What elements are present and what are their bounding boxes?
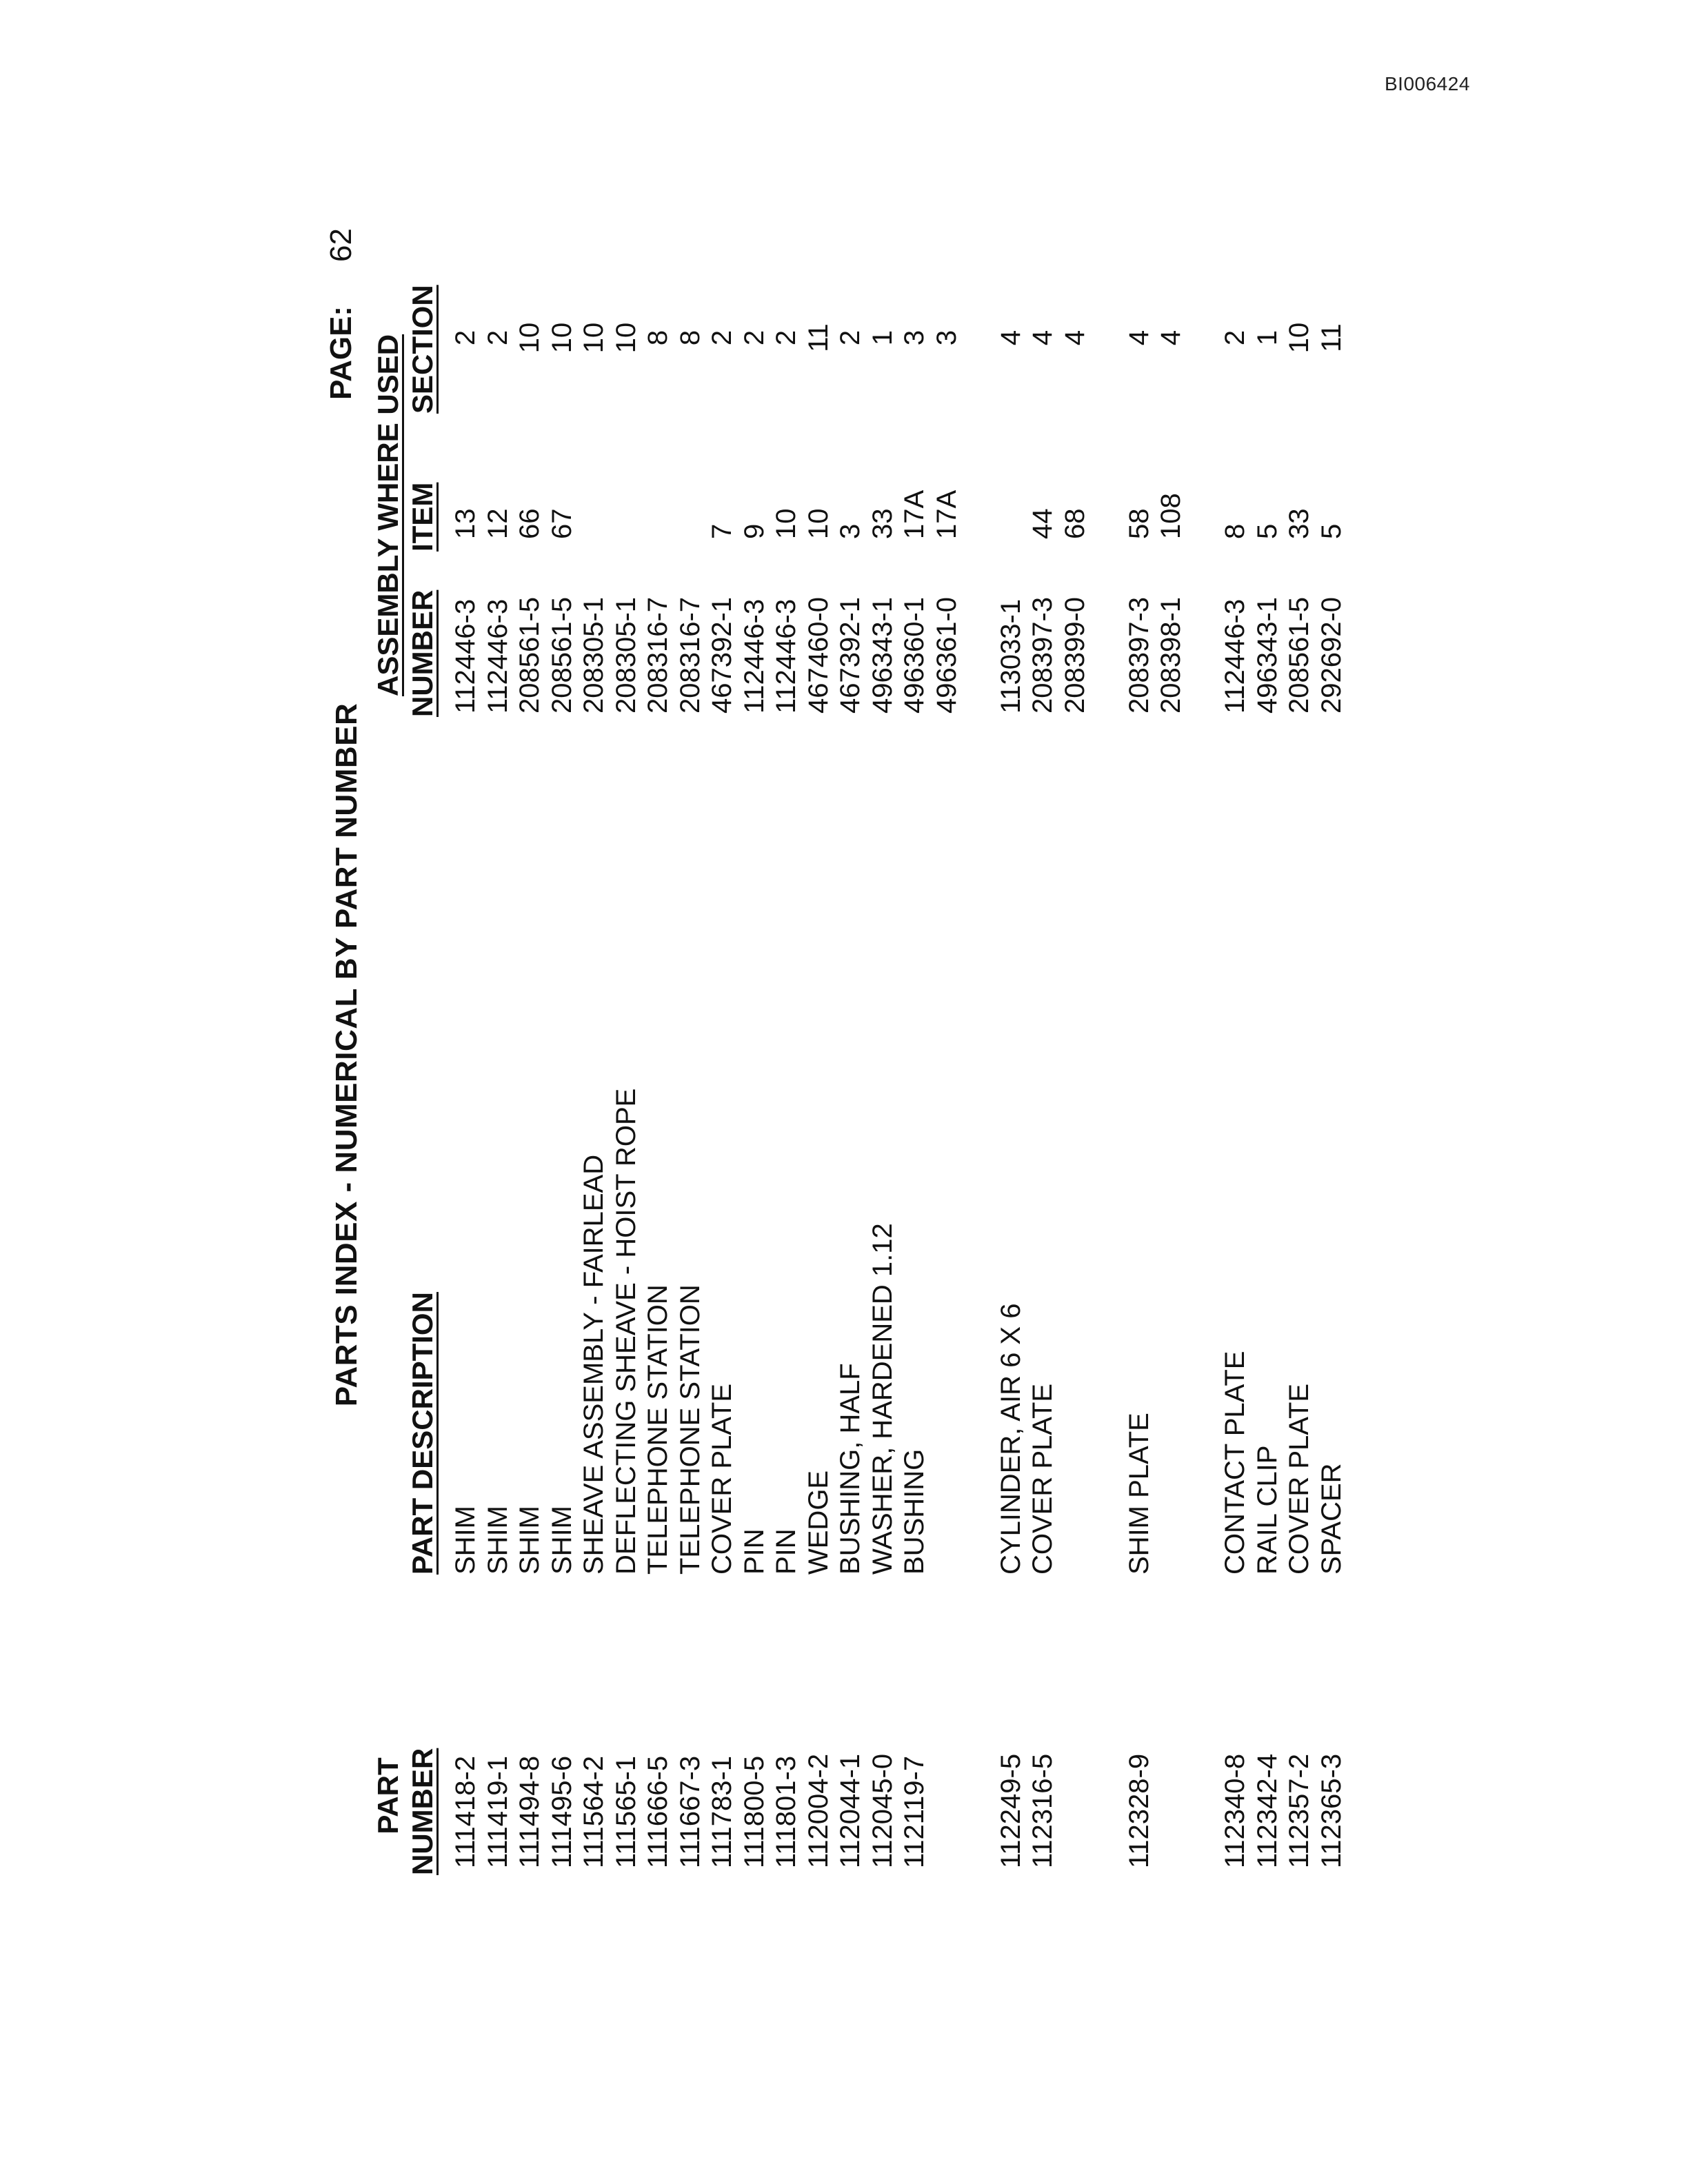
part-number-cell: 112357-2	[1284, 1753, 1314, 1868]
part-number-cell: 112365-3	[1316, 1753, 1347, 1868]
assembly-number-cell: 496343-1	[867, 596, 898, 714]
part-description-cell: TELEPHONE STATION	[674, 1284, 705, 1575]
part-number-cell: 112044-1	[835, 1753, 865, 1868]
part-number-cell: 112119-7	[899, 1755, 930, 1868]
assembly-number-cell: 208561-5	[546, 596, 577, 714]
assembly-section-cell: 4	[995, 330, 1026, 346]
assembly-item-cell: 33	[1284, 508, 1314, 539]
part-number-cell: 111667-3	[674, 1755, 705, 1868]
part-number-header: NUMBER	[406, 1748, 439, 1875]
assembly-number-cell: 208397-3	[1027, 596, 1058, 714]
part-number-cell: 112342-4	[1252, 1753, 1283, 1868]
assembly-section-cell: 10	[1284, 322, 1314, 354]
part-description-cell: SHIM	[482, 1506, 513, 1575]
assembly-section-cell: 3	[931, 330, 962, 346]
assembly-number-cell: 112446-3	[738, 598, 770, 714]
assembly-number-cell: 208397-3	[1123, 596, 1154, 714]
assembly-number-cell: 496343-1	[1252, 596, 1283, 714]
parts-table	[450, 152, 1347, 1958]
assembly-section-cell: 2	[450, 330, 481, 346]
assembly-item-cell: 66	[514, 508, 545, 539]
table-row	[706, 152, 738, 1958]
table-row	[770, 152, 803, 1958]
table-row	[803, 152, 835, 1958]
part-number-cell: 111666-5	[643, 1755, 673, 1868]
assembly-number-cell: 208316-7	[643, 596, 673, 714]
assembly-item-cell: 8	[1220, 523, 1250, 539]
assembly-item-cell: 9	[738, 523, 770, 539]
assembly-section-cell: 8	[643, 330, 673, 346]
assembly-item-cell: 44	[1027, 508, 1058, 539]
row-spacer	[1091, 152, 1123, 1958]
assembly-item-cell: 5	[1316, 523, 1347, 539]
table-row	[898, 152, 931, 1958]
table-row	[867, 152, 899, 1958]
part-number-cell: 111419-1	[482, 1755, 513, 1868]
part-number-cell: 111565-1	[610, 1755, 641, 1868]
assembly-section-cell: 2	[707, 330, 737, 346]
table-row	[1027, 152, 1059, 1958]
assembly-number-cell: 208316-7	[674, 596, 705, 714]
assembly-item-cell: 67	[546, 508, 577, 539]
assembly-section-cell: 10	[546, 322, 577, 354]
part-description-cell: SPACER	[1316, 1463, 1347, 1575]
page-title: PARTS INDEX - NUMERICAL BY PART NUMBER	[330, 702, 363, 1407]
part-description-cell: COVER PLATE	[707, 1383, 737, 1575]
assembly-section-cell: 1	[867, 330, 898, 346]
assembly-number-cell: 208398-1	[1156, 596, 1186, 714]
table-row	[674, 152, 707, 1958]
assembly-section-cell: 2	[482, 330, 513, 346]
part-description-cell: BUSHING	[899, 1448, 930, 1575]
assembly-item-cell: 17A	[899, 489, 930, 539]
page-number: 62	[324, 228, 358, 262]
part-description-cell: SHIM	[546, 1506, 577, 1575]
assembly-section-cell: 2	[771, 330, 801, 346]
assembly-item-cell: 58	[1123, 508, 1154, 539]
table-row	[1252, 152, 1284, 1958]
table-row	[546, 152, 579, 1958]
row-spacer	[1187, 152, 1220, 1958]
table-row	[1155, 152, 1187, 1958]
assembly-section-cell: 2	[835, 330, 865, 346]
assembly-item-cell: 10	[771, 508, 801, 539]
table-row	[450, 152, 482, 1958]
assembly-number-cell: 467392-1	[707, 596, 737, 714]
part-number-cell: 111801-3	[771, 1755, 801, 1868]
assembly-section-cell: 4	[1059, 330, 1090, 346]
part-number-cell: 112004-2	[803, 1753, 834, 1868]
assembly-section-cell: 11	[803, 323, 834, 352]
part-number-cell: 111800-5	[738, 1755, 770, 1868]
part-description-cell: DEFLECTING SHEAVE - HOIST ROPE	[610, 1088, 641, 1575]
assembly-item-cell: 12	[482, 508, 513, 539]
table-row	[514, 152, 546, 1958]
part-description-cell: PIN	[771, 1528, 801, 1575]
assembly-section-cell: 4	[1156, 330, 1186, 346]
part-description-cell: COVER PLATE	[1284, 1383, 1314, 1575]
table-row	[1219, 152, 1252, 1958]
table-row	[1316, 152, 1348, 1958]
table-row	[1123, 152, 1156, 1958]
part-number-cell: 111564-2	[579, 1755, 609, 1868]
assembly-number-cell: 112446-3	[771, 598, 801, 714]
part-number-cell: 112045-0	[867, 1753, 898, 1868]
parts-index-page	[297, 152, 1469, 1958]
row-spacer	[963, 152, 995, 1958]
assembly-item-cell: 7	[707, 523, 737, 539]
document-id: BI006424	[1385, 73, 1470, 94]
table-row	[1283, 152, 1316, 1958]
table-row	[610, 152, 643, 1958]
assembly-section-cell: 10	[610, 322, 641, 354]
part-number-cell: 112249-5	[995, 1753, 1026, 1868]
part-description-cell: WASHER, HARDENED 1.12	[867, 1223, 898, 1575]
part-description-cell: CONTACT PLATE	[1220, 1351, 1250, 1575]
assembly-number-cell: 467460-0	[803, 596, 834, 714]
assembly-item-cell: 108	[1156, 493, 1186, 539]
page-label: PAGE:	[324, 305, 358, 400]
assembly-section-cell: 4	[1027, 330, 1058, 346]
assembly-number-cell: 208561-5	[514, 596, 545, 714]
assembly-section-cell: 3	[899, 330, 930, 346]
table-row	[931, 152, 963, 1958]
part-description-cell: RAIL CLIP	[1252, 1445, 1283, 1575]
part-description-cell: TELEPHONE STATION	[643, 1284, 673, 1575]
assembly-number-cell: 496360-1	[899, 596, 930, 714]
table-row	[482, 152, 514, 1958]
part-description-cell: PIN	[738, 1528, 770, 1575]
assembly-section-cell: 10	[579, 322, 609, 354]
assembly-number-cell: 496361-0	[931, 596, 962, 714]
part-number-cell: 111783-1	[707, 1755, 737, 1868]
assembly-item-cell: 33	[867, 508, 898, 539]
part-number-cell: 112316-5	[1027, 1753, 1058, 1868]
table-row	[995, 152, 1027, 1958]
assembly-number-cell: 112446-3	[450, 598, 481, 714]
assembly-number-cell: 208399-0	[1059, 596, 1090, 714]
part-number-cell: 111495-6	[546, 1755, 577, 1868]
assembly-number-cell: 113033-1	[995, 598, 1026, 714]
assembly-section-cell: 10	[514, 322, 545, 354]
part-description-cell: SHIM	[450, 1506, 481, 1575]
part-number-cell: 112328-9	[1123, 1753, 1154, 1868]
table-row	[642, 152, 674, 1958]
part-header: PART	[372, 1757, 404, 1834]
assembly-item-cell: 13	[450, 508, 481, 539]
part-number-cell: 111418-2	[450, 1755, 481, 1868]
assembly-section-cell: 4	[1123, 330, 1154, 346]
part-description-cell: SHEAVE ASSEMBLY - FAIRLEAD	[579, 1154, 609, 1575]
table-row	[834, 152, 867, 1958]
assembly-section-header: SECTION	[406, 285, 439, 414]
part-description-cell: SHIM	[514, 1506, 545, 1575]
assembly-item-cell: 5	[1252, 523, 1283, 539]
assembly-number-header: NUMBER	[406, 589, 439, 717]
assembly-section-cell: 2	[738, 330, 770, 346]
part-number-cell: 112340-8	[1220, 1753, 1250, 1868]
table-row	[738, 152, 771, 1958]
assembly-number-cell: 112446-3	[1220, 598, 1250, 714]
assembly-item-cell: 68	[1059, 508, 1090, 539]
part-description-header: PART DESCRIPTION	[406, 1292, 439, 1575]
part-description-cell: CYLINDER, AIR 6 X 6	[995, 1303, 1026, 1575]
assembly-section-cell: 11	[1316, 323, 1347, 352]
table-row	[1059, 152, 1092, 1958]
assembly-item-header: ITEM	[406, 482, 439, 552]
assembly-number-cell: 208561-5	[1284, 596, 1314, 714]
assembly-section-cell: 1	[1252, 330, 1283, 346]
assembly-number-cell: 112446-3	[482, 598, 513, 714]
assembly-section-cell: 2	[1220, 330, 1250, 346]
assembly-number-cell: 467392-1	[835, 596, 865, 714]
assembly-section-cell: 8	[674, 330, 705, 346]
assembly-item-cell: 10	[803, 508, 834, 539]
part-description-cell: BUSHING, HALF	[835, 1363, 865, 1575]
part-description-cell: COVER PLATE	[1027, 1383, 1058, 1575]
assembly-number-cell: 292692-0	[1316, 596, 1347, 714]
assembly-item-cell: 17A	[931, 489, 962, 539]
table-row	[578, 152, 610, 1958]
part-description-cell: SHIM PLATE	[1123, 1413, 1154, 1575]
assembly-number-cell: 208305-1	[579, 596, 609, 714]
part-description-cell: WEDGE	[803, 1470, 834, 1575]
part-number-cell: 111494-8	[514, 1755, 545, 1868]
assembly-where-used-header: ASSEMBLY WHERE USED	[372, 334, 404, 696]
assembly-number-cell: 208305-1	[610, 596, 641, 714]
assembly-item-cell: 3	[835, 523, 865, 539]
